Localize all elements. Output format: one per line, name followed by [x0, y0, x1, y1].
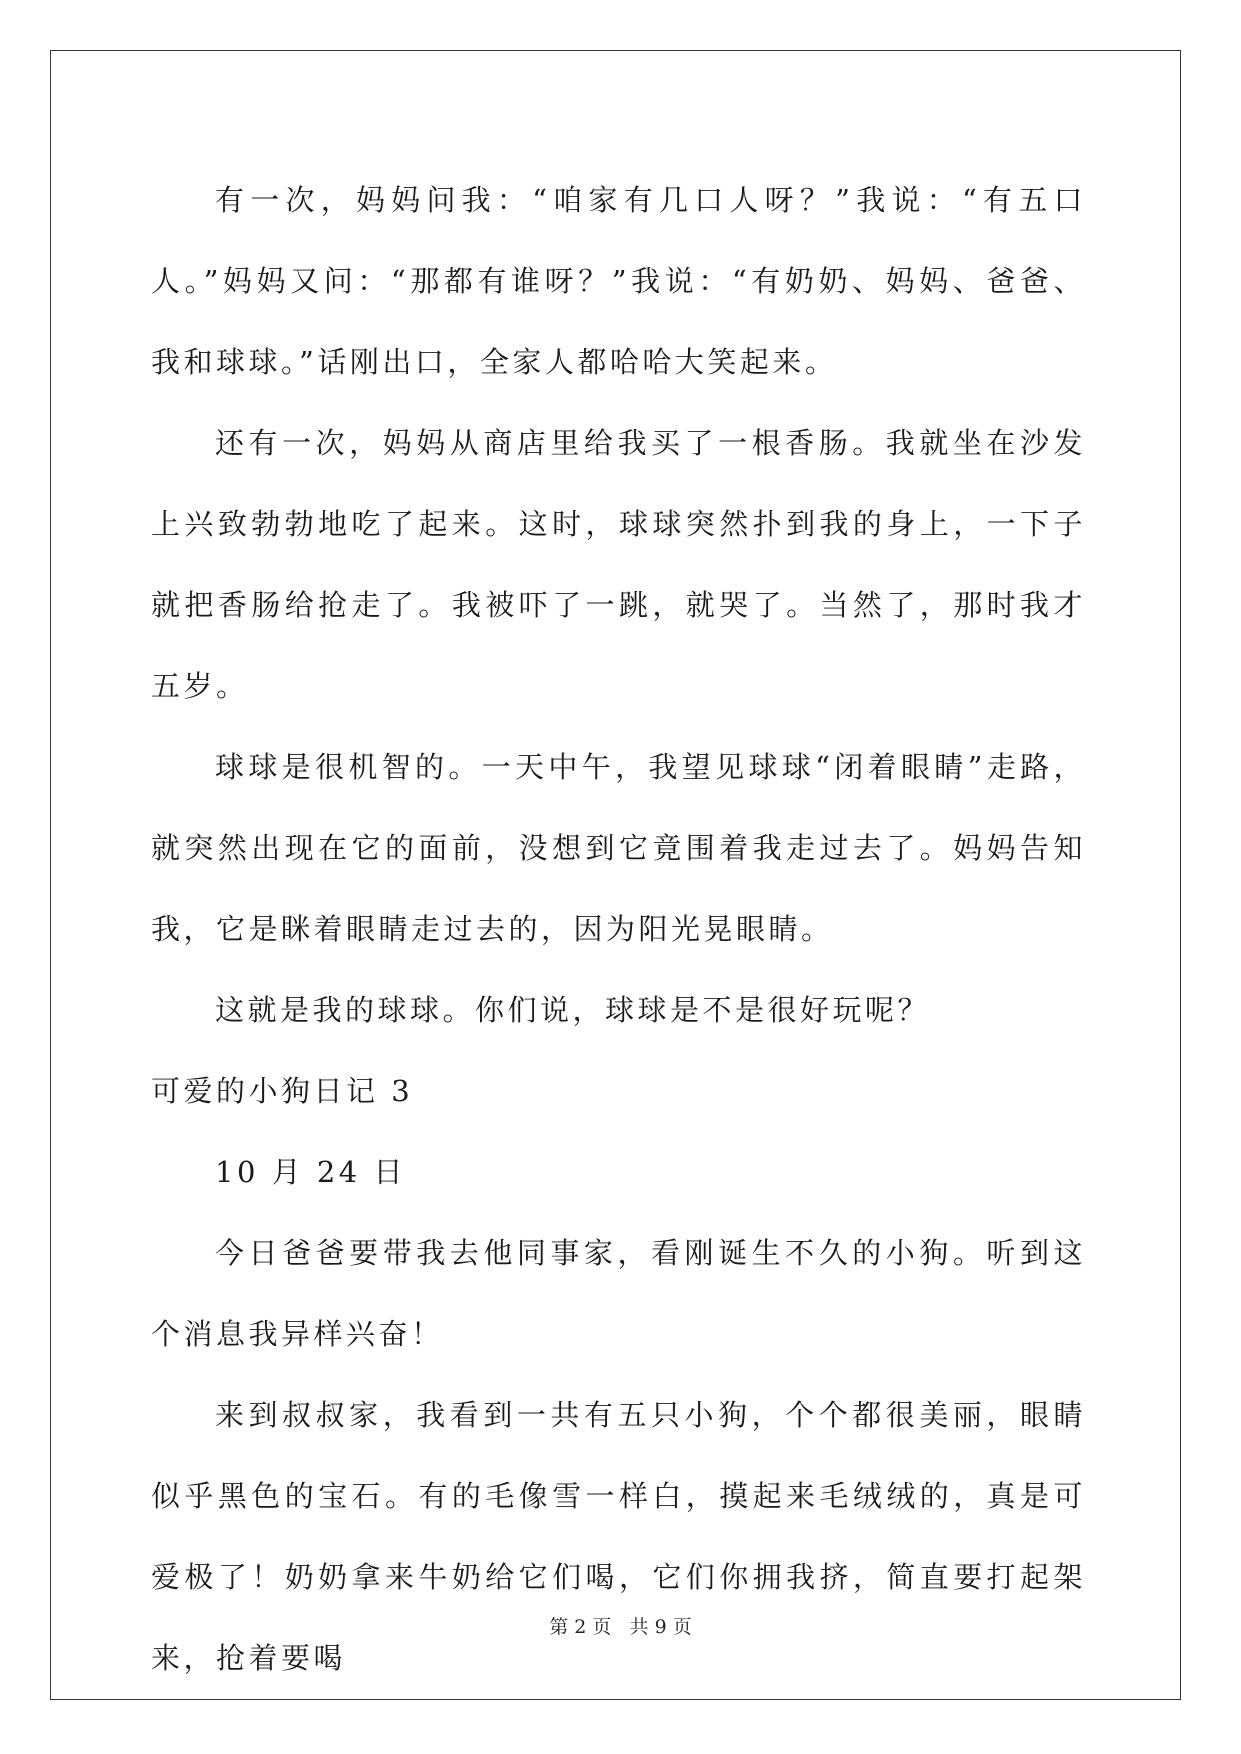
paragraph-sausage: 还有一次，妈妈从商店里给我买了一根香肠。我就坐在沙发上兴致勃勃地吃了起来。这时，球球突然扑到我的身上，一下子就把香肠给抢走了。我被吓了一跳，就哭了。当然了，那时我才五岁。 — [151, 426, 1086, 703]
paragraph-puppies: 来到叔叔家，我看到一共有五只小狗，个个都很美丽，眼睛似乎黑色的宝石。有的毛像雪一样白，摸起来毛绒绒的，真是可爱极了！奶奶拿来牛奶给它们喝，它们你拥我挤，简直要打起架来，抢着要喝 — [151, 1398, 1086, 1675]
paragraph-conclusion: 这就是我的球球。你们说，球球是不是很好玩呢？ — [215, 993, 931, 1027]
paragraph-closed-eyes: 球球是很机智的。一天中午，我望见球球“闭着眼睛”走路，就突然出现在它的面前，没想到它竟围着我走过去了。妈妈告知我，它是眯着眼睛走过去的，因为阳光晃眼睛。 — [151, 750, 1086, 946]
diary-date: 10 月 24 日 — [215, 1155, 406, 1189]
paragraph-family-count: 有一次，妈妈问我：“咱家有几口人呀？”我说：“有五口人。”妈妈又问：“那都有谁呀？”我说：“有奶奶、妈妈、爸爸、我和球球。”话刚出口，全家人都哈哈大笑起来。 — [151, 183, 1086, 379]
page-footer: 第 2 页 共 9 页 — [549, 1616, 692, 1638]
document-body — [151, 160, 1086, 1699]
paragraph-visit: 今日爸爸要带我去他同事家，看刚诞生不久的小狗。听到这个消息我异样兴奋！ — [151, 1236, 1086, 1351]
section-title: 可爱的小狗日记 3 — [151, 1074, 414, 1108]
